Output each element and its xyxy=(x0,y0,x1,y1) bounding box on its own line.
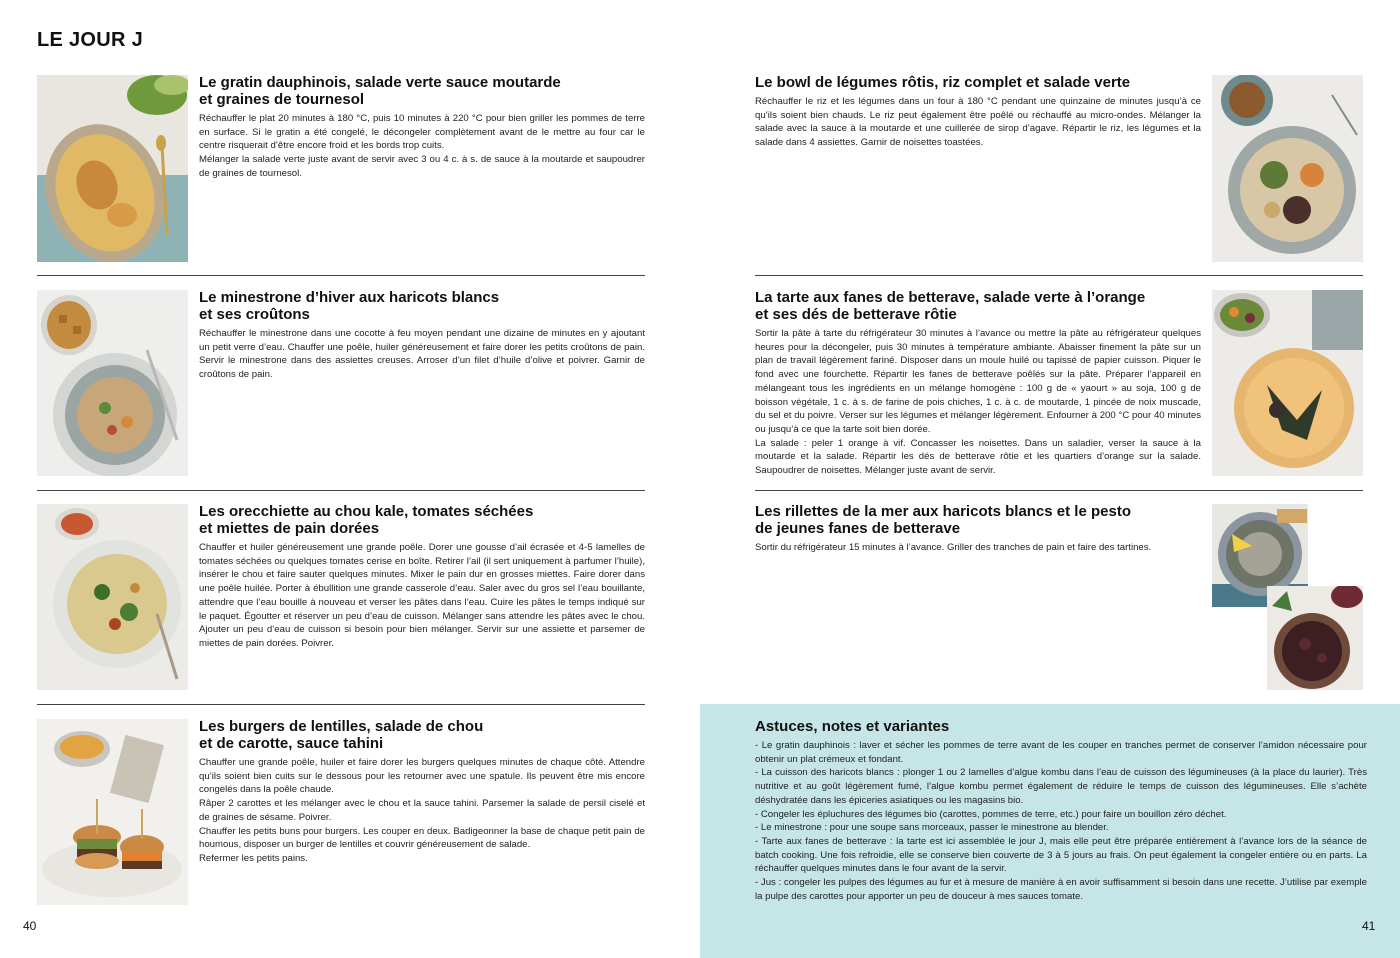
page-title: LE JOUR J xyxy=(37,29,144,51)
pesto-photo xyxy=(1267,586,1363,690)
recipe-text: Sortir la pâte à tarte du réfrigérateur 30 minutes à l’avance ou mettre la pâte au réfrigérateur quelques heures pour la décongeler, puis 30 minutes à température ambiante. Abaisser finement la pâte sur un plan de travail légèrement fariné. Disposer dans un moule huilé ou tapissé de papier cuisson. Piquer le fond avec une fourchette. Répartir les fanes de betterave poêlés sur la pâte. Préparer l’appareil en mélangeant tous les ingrédients en un mélange homogène : 100 g de « yaourt » au soja, 100 g de boisson végétale, 1 c. à s. de farine de pois chiches, 1 c. à c. de moutarde, 1 pincée de noix muscade, du sel et du poivre. Verser sur les légumes et mélanger légèrement. Enfourner à 200 °C pour 40 minutes ou jusqu’à ce que la tarte soit bien dorée. xyxy=(755,328,1201,435)
recipe-text: Réchauffer le riz et les légumes dans un four à 180 °C pendant une quinzaine de minutes jusqu’à ce qu’ils soient bien chauds. Le riz peut également être poêlé ou réchauffé au micro-ondes. Mélanger la salade avec la sauce à la moutarde et une cuillerée de sirop d’agave. Répartir le riz, les légumes et la salade dans 4 assiettes. Garnir de noisettes toastées. xyxy=(755,96,1201,149)
tip-item: - Tarte aux fanes de betterave : la tarte est ici assemblée le jour J, mais elle peut être préparée entièrement à l’avance lors de la séance de batch cooking. Une fois refroidie, elle se conserve bien couverte de 3 à 5 jours au frais. On peut également la congeler entière ou en parts. La réchauffer quelques minutes dans le four avant de la servir. xyxy=(755,835,1367,875)
recipe-title: Les orecchiette au chou kale, tomates séchées et miettes de pain dorées xyxy=(199,503,534,537)
gratin-photo xyxy=(37,75,188,262)
minestrone-photo xyxy=(37,290,188,476)
divider xyxy=(755,490,1363,491)
tip-item: - Le gratin dauphinois : laver et sécher les pommes de terre avant de les couper en tranches permet de conserver l’amidon nécessaire pour obtenir un plat crémeux et fondant. xyxy=(755,740,1367,765)
recipe-orecchiette xyxy=(199,503,645,651)
tips-title: Astuces, notes et variantes xyxy=(755,718,950,735)
recipe-title: Le minestrone d’hiver aux haricots blancs et ses croûtons xyxy=(199,289,500,323)
recipe-text: Chauffer les petits buns pour burgers. Les couper en deux. Badigeonner la base de chaque petit pain de houmous, disposer un burger de lentilles et couvrir généreusement de salade. xyxy=(199,825,645,851)
tip-item: - Congeler les épluchures des légumes bio (carottes, pommes de terre, etc.) pour faire un bouillon zéro déchet. xyxy=(755,808,1227,820)
divider xyxy=(37,275,645,276)
tips xyxy=(755,718,1367,903)
bowl-photo xyxy=(1212,75,1363,262)
recipe-rillettes xyxy=(755,503,1201,555)
tip-item: - Jus : congeler les pulpes des légumes au fur et à mesure de manière à en avoir suffisamment si besoin dans une recette. J’utilise par exemple la pulpe des carottes pour apporter un peu de douceur à mes sauces tomate. xyxy=(755,877,1367,902)
recipe-minestrone xyxy=(199,289,645,382)
recipe-title: Le gratin dauphinois, salade verte sauce moutarde et graines de tournesol xyxy=(199,74,561,108)
recipe-text: Réchauffer le minestrone dans une cocotte à feu moyen pendant une dizaine de minutes en y ajoutant un petit verre d’eau. Chauffer une poêle, huiler généreusement et faire dorer les petits croûtons de pain. Servir le minestrone dans des assiettes creuses. Arroser d’un filet d’huile d’olive et poivrer. Garnir de croûtons de pain. xyxy=(199,328,645,381)
orecchiette-photo xyxy=(37,504,188,690)
recipe-burgers xyxy=(199,718,645,866)
recipe-text: Sortir du réfrigérateur 15 minutes à l’avance. Griller des tranches de pain et faire des tartines. xyxy=(755,542,1152,553)
recipe-tarte xyxy=(755,289,1201,478)
divider xyxy=(37,704,645,705)
recipe-text: Refermer les petits pains. xyxy=(199,852,308,864)
divider xyxy=(755,275,1363,276)
page-number-left: 40 xyxy=(23,919,37,933)
burgers-photo xyxy=(37,719,188,905)
recipe-text: Mélanger la salade verte juste avant de servir avec 3 ou 4 c. à s. de sauce à la moutarde et saupoudrer de graines de tournesol. xyxy=(199,154,645,179)
recipe-gratin xyxy=(199,74,645,181)
tarte-photo xyxy=(1212,290,1363,476)
recipe-text: Chauffer et huiler généreusement une grande poêle. Dorer une gousse d’ail écrasée et 4-5 lamelles de tomates séchées ou quelques tomates cerise en boîte. Retirer l’ail (il sert uniquement à parfumer l’huile), insérer le chou et faire sauter quelques minutes. Mixer le pain dur en grosses miettes. Faire dorer dans une poêle huilée. Porter à ébullition une grande casserole d’eau. Saler avec du gros sel l’eau bouillante, attendre que l’eau bouille à nouveau et verser les pâtes dans l’eau. Cuire les pâtes le temps indiqué sur le paquet. Égoutter et réserver un peu d’eau de cuisson. Mélanger sans attendre les pâtes avec le chou. Ajouter un peu d’eau de cuisson si besoin pour bien mélanger. Servir sur une assiette et parsemer de miettes de pain dorées. Poivrer. xyxy=(199,542,645,649)
recipe-title: Les burgers de lentilles, salade de chou et de carotte, sauce tahini xyxy=(199,718,484,752)
divider xyxy=(37,490,645,491)
recipe-bowl xyxy=(755,74,1201,150)
tip-item: - Le minestrone : pour une soupe sans morceaux, passer le minestrone au blender. xyxy=(755,822,1109,834)
recipe-title: Le bowl de légumes rôtis, riz complet et salade verte xyxy=(755,74,1131,91)
recipe-title: La tarte aux fanes de betterave, salade verte à l’orange et ses dés de betterave rôtie xyxy=(755,289,1146,323)
recipe-text: Râper 2 carottes et les mélanger avec le chou et la sauce tahini. Parsemer la salade de persil ciselé et de graines de sésame. Poivrer. xyxy=(199,798,645,823)
tip-item: - La cuisson des haricots blancs : plonger 1 ou 2 lamelles d’algue kombu dans l’eau de cuisson des légumineuses (à la place du laurier). Très nutritive et au goût légèrement fumé, l’algue kombu permet également de réduire le temps de cuisson des légumineuses. Elle s’achète déshydratée dans les épiceries asiatiques ou les magasins bio. xyxy=(755,767,1367,806)
recipe-text: La salade : peler 1 orange à vif. Concasser les noisettes. Dans un saladier, verser la sauce à la moutarde et la salade. Répartir les dés de betterave rôtie et les quartiers d’orange sur la salade. Saupoudrer de noisettes. Mélanger juste avant de servir. xyxy=(755,437,1201,477)
recipe-title: Les rillettes de la mer aux haricots blancs et le pesto de jeunes fanes de betterave xyxy=(755,503,1131,537)
recipe-text: Chauffer une grande poêle, huiler et faire dorer les burgers quelques minutes de chaque côté. Attendre qu’ils soient bien cuits sur le dessous pour les retourner avec une spatule. Ils peuvent être mis encore congelés dans la poêle chaude. xyxy=(199,757,645,796)
page-number-right: 41 xyxy=(1362,919,1376,933)
recipe-text: Réchauffer le plat 20 minutes à 180 °C, puis 10 minutes à 220 °C pour bien griller les pommes de terre en surface. Si le gratin a été congelé, le décongeler complètement avant de le mettre au four car le centre risquerait d’être encore froid et les bords trop cuits. xyxy=(199,113,645,152)
